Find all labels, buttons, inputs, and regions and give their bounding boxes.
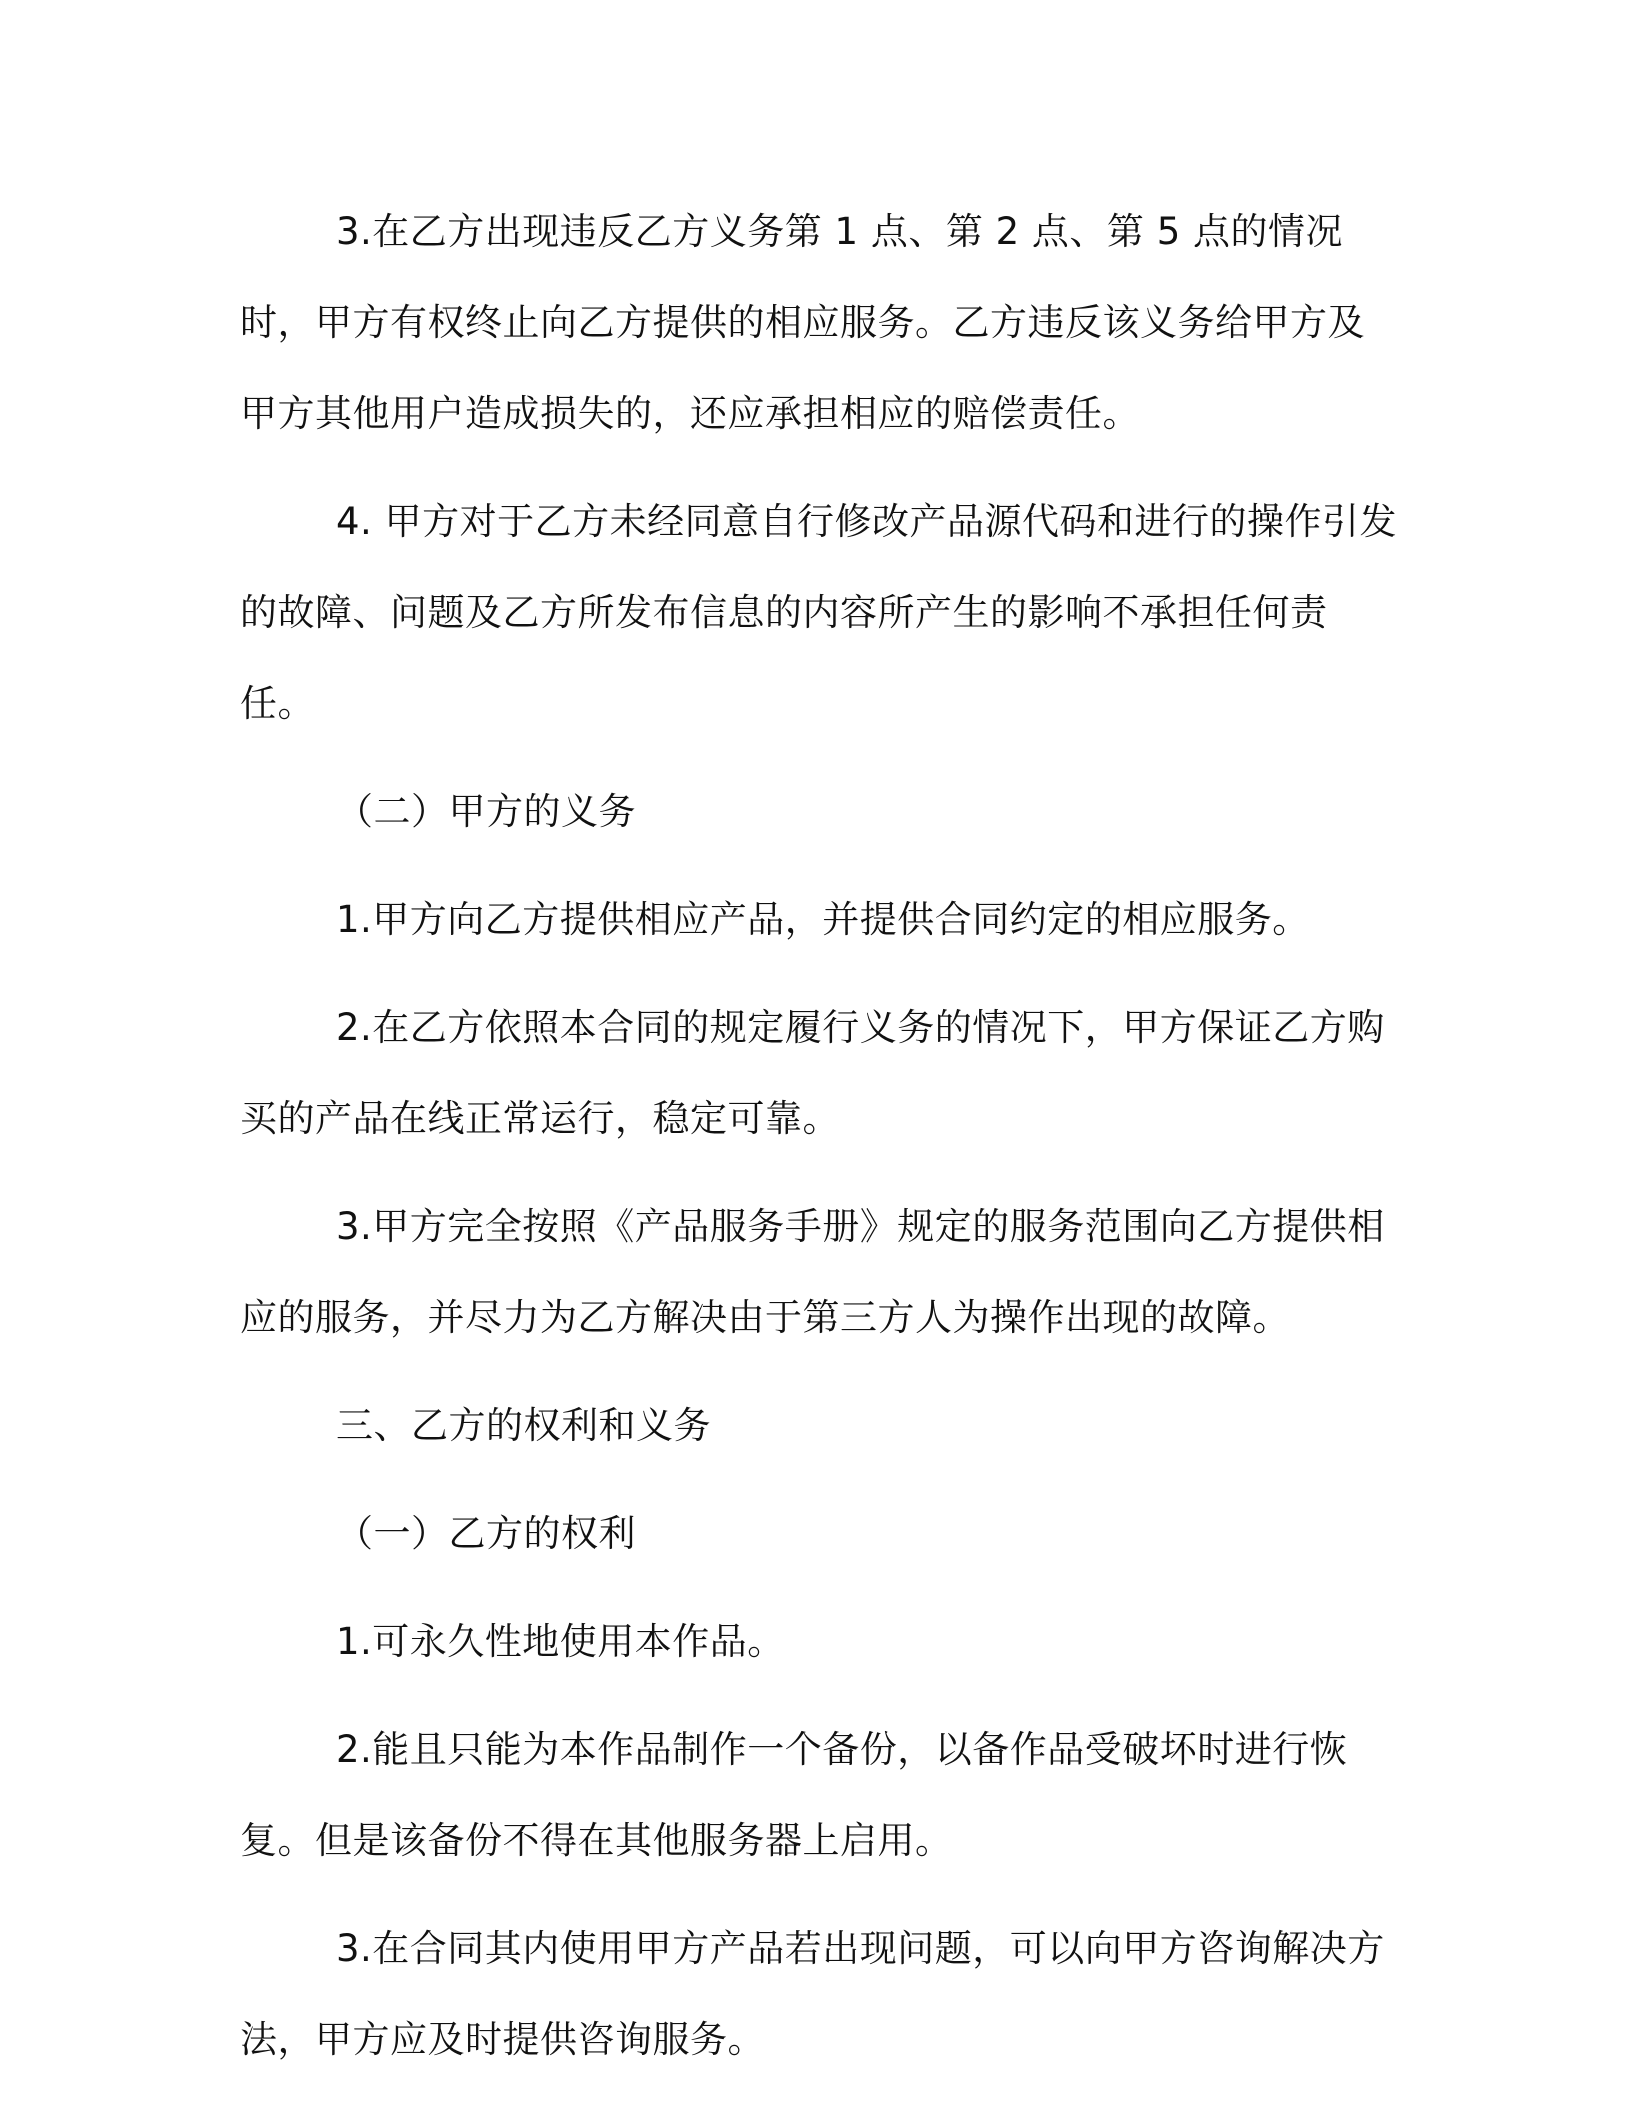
section-heading: （二）甲方的义务 — [336, 790, 636, 833]
subsection-heading: （一）乙方的权利 — [336, 1512, 636, 1555]
clause-paragraph: 3.甲方完全按照《产品服务手册》规定的服务范围向乙方提供相应的服务，并尽力为乙方解决由于第三方人为操作出现的故障。 — [240, 1205, 1385, 1339]
section-heading: 三、乙方的权利和义务 — [336, 1404, 711, 1447]
clause-paragraph: 2.能且只能为本作品制作一个备份，以备作品受破坏时进行恢复。但是该备份不得在其他服务器上启用。 — [240, 1728, 1348, 1862]
document-body — [240, 186, 1400, 2102]
clause-paragraph: 4. 甲方对于乙方未经同意自行修改产品源代码和进行的操作引发的故障、问题及乙方所发布信息的内容所产生的影响不承担任何责任。 — [240, 500, 1398, 725]
clause-paragraph: 1.甲方向乙方提供相应产品，并提供合同约定的相应服务。 — [336, 898, 1310, 941]
clause-paragraph: 1.可永久性地使用本作品。 — [336, 1620, 785, 1663]
clause-paragraph: 3.在乙方出现违反乙方义务第 1 点、第 2 点、第 5 点的情况时，甲方有权终止向乙方提供的相应服务。乙方违反该义务给甲方及甲方其他用户造成损失的，还应承担相应的赔偿责任。 — [240, 210, 1365, 435]
clause-paragraph: 3.在合同其内使用甲方产品若出现问题，可以向甲方咨询解决方法，甲方应及时提供咨询服务。 — [240, 1927, 1385, 2061]
clause-paragraph: 2.在乙方依照本合同的规定履行义务的情况下，甲方保证乙方购买的产品在线正常运行，稳定可靠。 — [240, 1006, 1385, 1140]
